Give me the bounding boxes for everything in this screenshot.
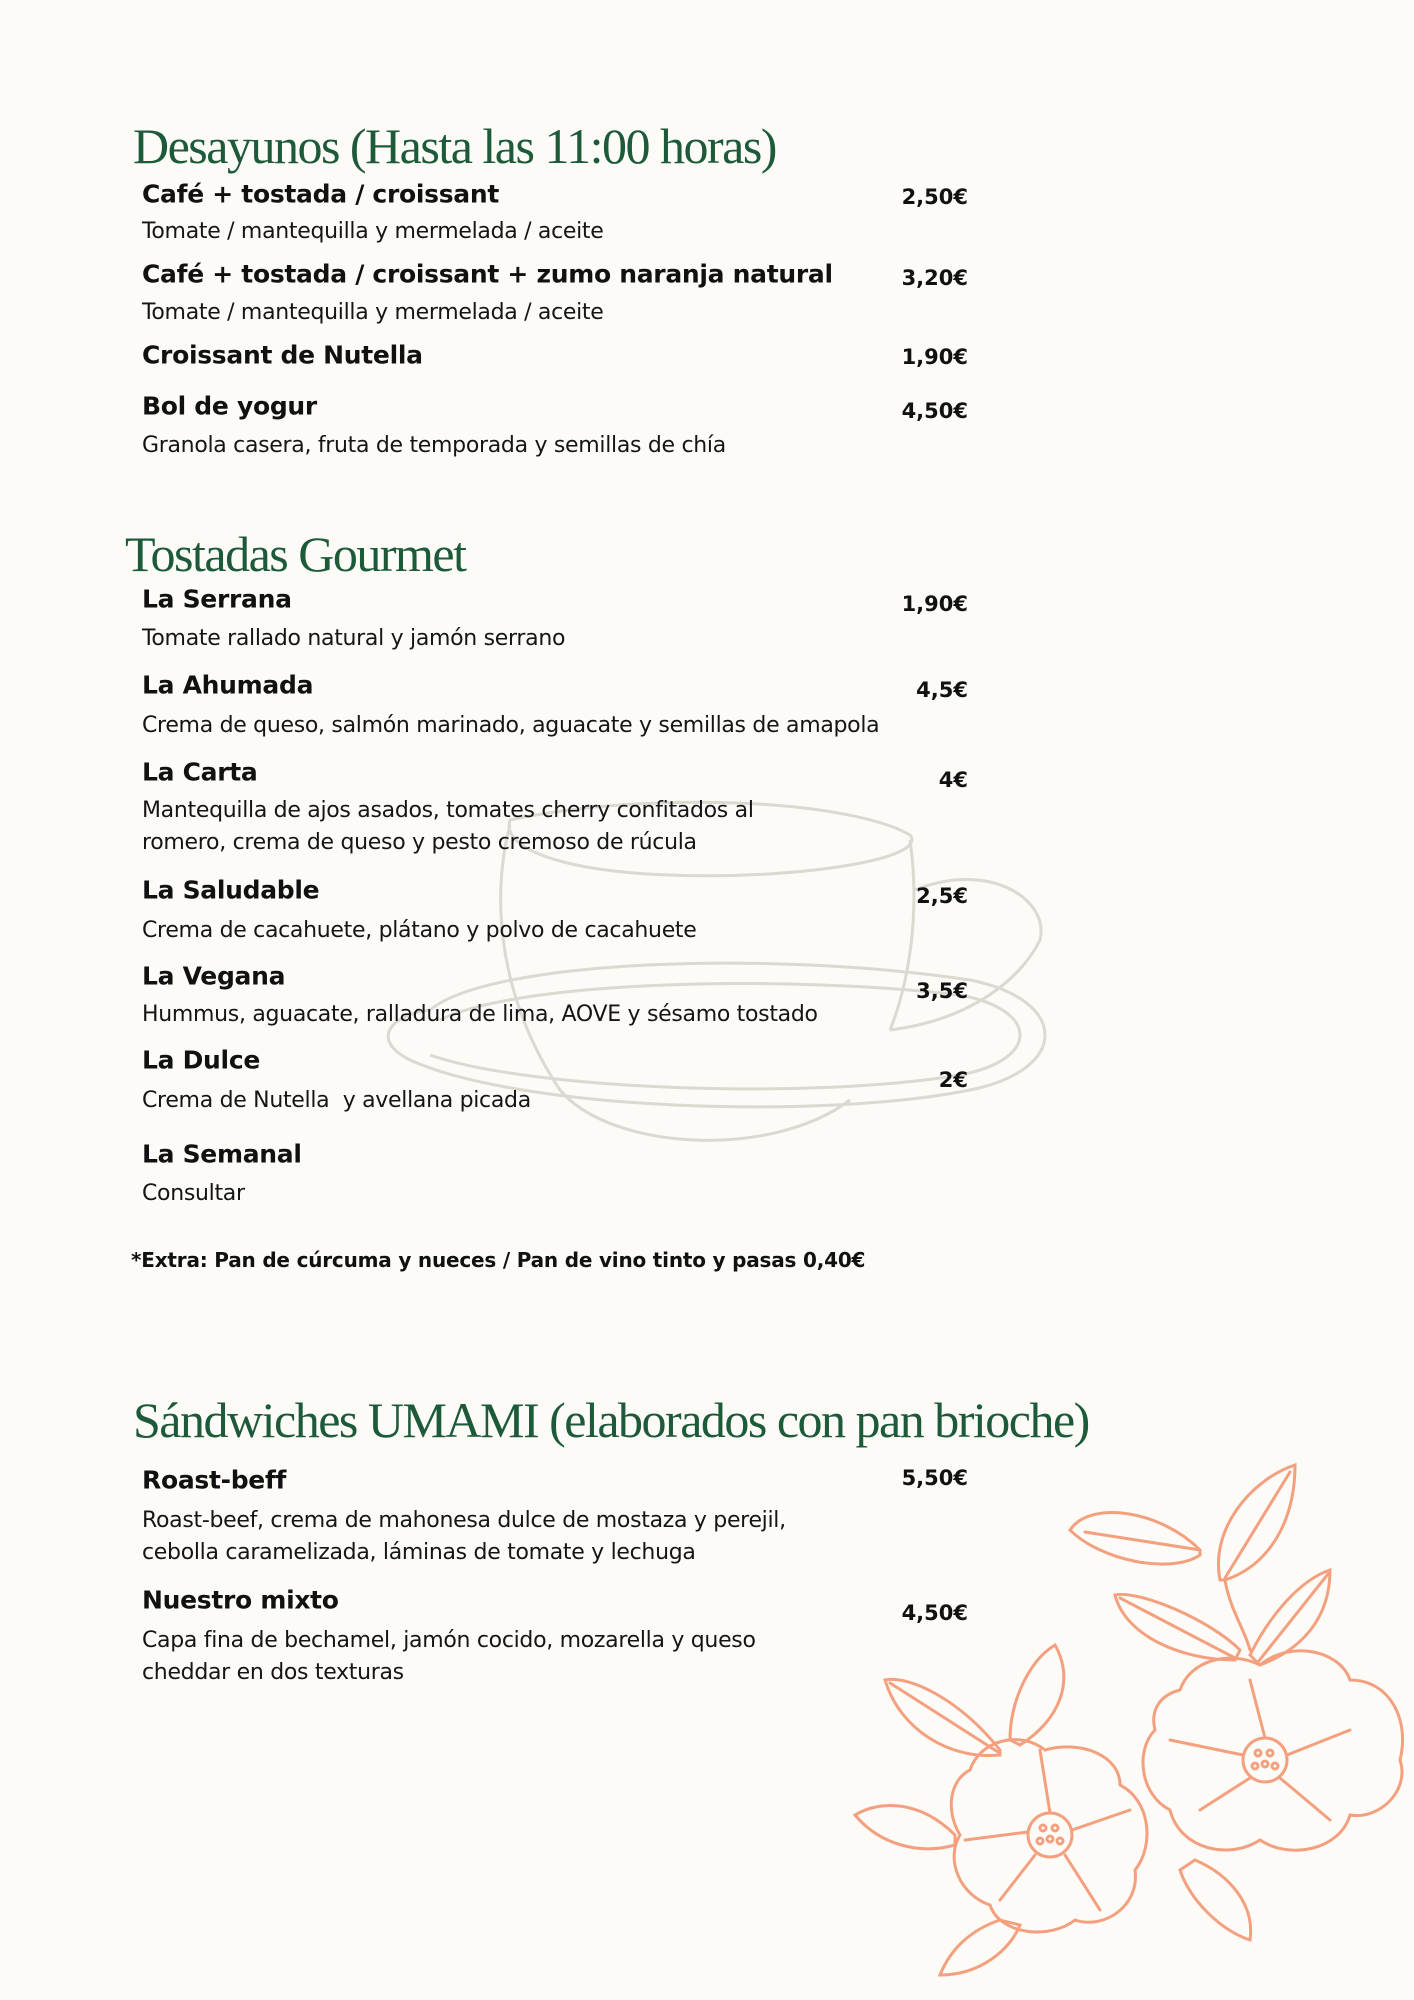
menu-item-description: Tomate / mantequilla y mermelada / aceite xyxy=(142,219,604,244)
menu-item-description: Roast-beef, crema de mahonesa dulce de mostaza y perejil, xyxy=(142,1508,786,1533)
menu-item-name: La Carta xyxy=(142,757,258,787)
menu-item-price: 5,50€ xyxy=(901,1466,968,1490)
menu-item-price: 2,50€ xyxy=(901,185,968,209)
section-title-sandwiches: Sándwiches UMAMI (elaborados con pan brioche) xyxy=(133,1392,1089,1448)
section-title-desayunos: Desayunos (Hasta las 11:00 horas) xyxy=(133,118,776,174)
menu-item-name: La Saludable xyxy=(142,875,320,905)
menu-item-description: Crema de queso, salmón marinado, aguacate y semillas de amapola xyxy=(142,713,880,738)
menu-item-description: Capa fina de bechamel, jamón cocido, mozarella y queso xyxy=(142,1628,756,1653)
menu-item-description: Crema de cacahuete, plátano y polvo de cacahuete xyxy=(142,918,697,943)
menu-item-name: Croissant de Nutella xyxy=(142,340,423,370)
menu-item-description: Tomate rallado natural y jamón serrano xyxy=(142,626,566,651)
menu-item-name: La Dulce xyxy=(142,1045,260,1075)
menu-item-description: romero, crema de queso y pesto cremoso de rúcula xyxy=(142,830,697,855)
menu-item-description: Consultar xyxy=(142,1181,245,1206)
menu-item-price: 3,20€ xyxy=(901,266,968,290)
menu-item-price: 4,50€ xyxy=(901,399,968,423)
menu-item-price: 2,5€ xyxy=(916,884,968,908)
menu-item-name: La Serrana xyxy=(142,584,292,614)
menu-item-description: Tomate / mantequilla y mermelada / aceite xyxy=(142,300,604,325)
menu-item-price: 1,90€ xyxy=(901,592,968,616)
menu-item-name: Nuestro mixto xyxy=(142,1585,339,1615)
menu-item-name: La Ahumada xyxy=(142,670,314,700)
menu-item-description: Mantequilla de ajos asados, tomates cherry confitados al xyxy=(142,798,754,823)
menu-item-description: cebolla caramelizada, láminas de tomate y lechuga xyxy=(142,1540,696,1565)
menu-item-name: La Vegana xyxy=(142,961,286,991)
section-title-tostadas: Tostadas Gourmet xyxy=(125,526,466,582)
menu-item-price: 3,5€ xyxy=(916,979,968,1003)
extra-note: *Extra: Pan de cúrcuma y nueces / Pan de vino tinto y pasas 0,40€ xyxy=(131,1248,866,1272)
menu-item-description: cheddar en dos texturas xyxy=(142,1660,404,1685)
menu-item-name: Café + tostada / croissant + zumo naranja natural xyxy=(142,259,833,289)
menu-item-description: Crema de Nutella y avellana picada xyxy=(142,1088,531,1113)
menu-item-name: La Semanal xyxy=(142,1139,302,1169)
menu-item-price: 4,50€ xyxy=(901,1601,968,1625)
menu-item-price: 4,5€ xyxy=(916,678,968,702)
menu-item-name: Café + tostada / croissant xyxy=(142,179,500,209)
flowers-illustration-icon xyxy=(850,1450,1414,2000)
menu-item-description: Granola casera, fruta de temporada y semillas de chía xyxy=(142,433,726,458)
menu-item-price: 4€ xyxy=(938,768,968,792)
menu-item-price: 2€ xyxy=(938,1068,968,1092)
menu-item-name: Roast-beff xyxy=(142,1465,287,1495)
menu-item-name: Bol de yogur xyxy=(142,391,317,421)
menu-item-description: Hummus, aguacate, ralladura de lima, AOVE y sésamo tostado xyxy=(142,1002,818,1027)
menu-item-price: 1,90€ xyxy=(901,345,968,369)
